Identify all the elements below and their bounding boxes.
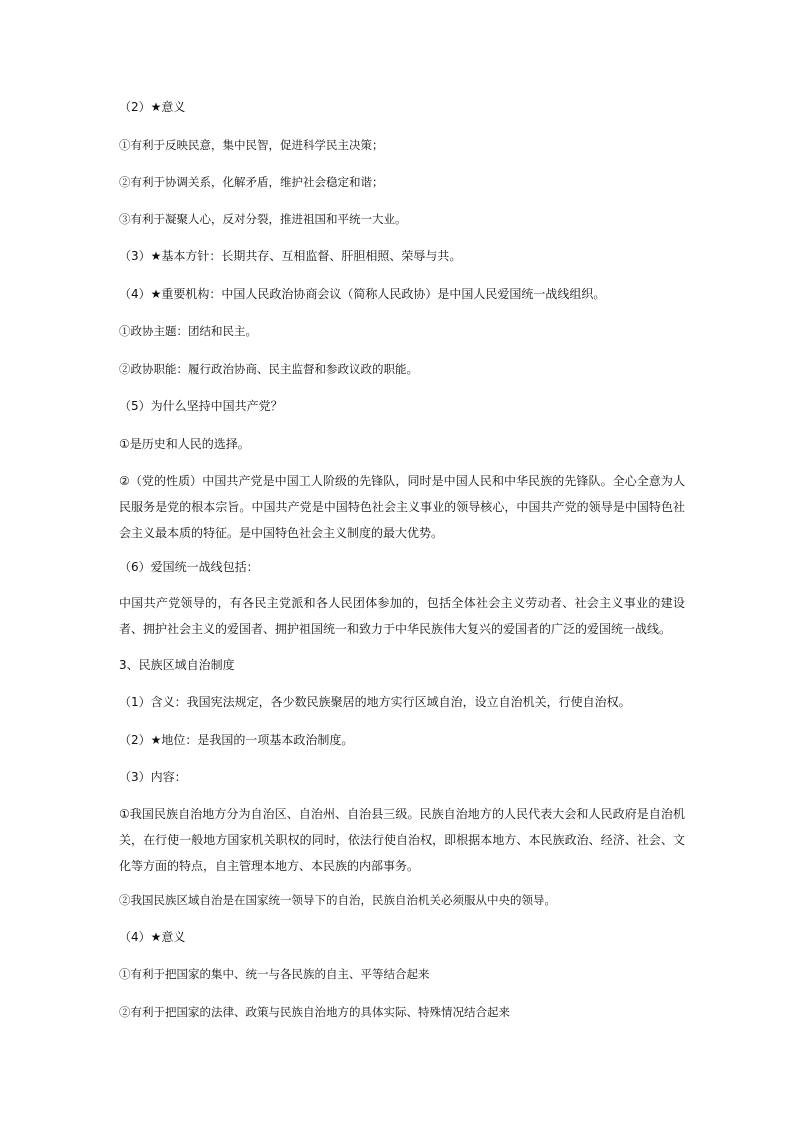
significance-item-3: ③有利于凝聚人心，反对分裂，推进祖国和平统一大业。: [119, 212, 407, 226]
regional-autonomy-meaning: （1）含义：我国宪法规定，各少数民族聚居的地方实行区域自治，设立自治机关，行使自治权。: [119, 695, 631, 709]
cppcc-theme-line: ①政协主题：团结和民主。: [119, 324, 257, 338]
regional-autonomy-content-1: ①我国民族自治地方分为自治区、自治州、自治县三级。民族自治地方的人民代表大会和人民政府是自治机关，在行使一般地方国家机关职权的同时，依法行使自治权，即根据本地方、本民族政治、经济、社会、文化等方面的特点，自主管理本地方、本民族的内部事务。: [119, 807, 685, 873]
regional-autonomy-content-heading: （3）内容：: [119, 770, 187, 784]
party-nature-paragraph: ②（党的性质）中国共产党是中国工人阶级的先锋队，同时是中国人民和中华民族的先锋队。全心全意为人民服务是党的根本宗旨。中国共产党是中国特色社会主义事业的领导核心，中国共产党的领导是中国特色社会主义最本质的特征。是中国特色社会主义制度的最大优势。: [119, 474, 685, 540]
united-front-paragraph: 中国共产党领导的，有各民主党派和各人民团体参加的，包括全体社会主义劳动者、社会主义事业的建设者、拥护社会主义的爱国者、拥护祖国统一和致力于中华民族伟大复兴的爱国者的广泛的爱国统一战线。: [119, 596, 685, 636]
cppcc-function-line: ②政协职能：履行政治协商、民主监督和参政议政的职能。: [119, 362, 418, 376]
significance-heading: （2）★意义: [119, 100, 186, 114]
regional-autonomy-content-2: ②我国民族区域自治是在国家统一领导下的自治，民族自治机关必须服从中央的领导。: [119, 893, 556, 907]
significance-item-1: ①有利于反映民意，集中民智，促进科学民主决策；: [119, 138, 384, 152]
significance-item-2: ②有利于协调关系，化解矛盾，维护社会稳定和谐；: [119, 175, 384, 189]
important-organ-line: （4）★重要机构：中国人民政治协商会议（简称人民政协）是中国人民爱国统一战线组织。: [119, 287, 606, 301]
why-cpc-item-1: ①是历史和人民的选择。: [119, 437, 250, 451]
regional-autonomy-significance-1: ①有利于把国家的集中、统一与各民族的自主、平等结合起来: [119, 967, 430, 981]
united-front-heading: （6）爱国统一战线包括：: [119, 560, 259, 574]
regional-autonomy-significance-2: ②有利于把国家的法律、政策与民族自治地方的具体实际、特殊情况结合起来: [119, 1005, 510, 1019]
regional-autonomy-status: （2）★地位：是我国的一项基本政治制度。: [119, 733, 354, 747]
why-cpc-heading: （5）为什么坚持中国共产党？: [119, 399, 283, 413]
section-3-title: 3、民族区域自治制度: [119, 658, 235, 672]
regional-autonomy-significance-heading: （4）★意义: [119, 930, 186, 944]
basic-policy-line: （3）★基本方针：长期共存、互相监督、肝胆相照、荣辱与共。: [119, 249, 462, 263]
